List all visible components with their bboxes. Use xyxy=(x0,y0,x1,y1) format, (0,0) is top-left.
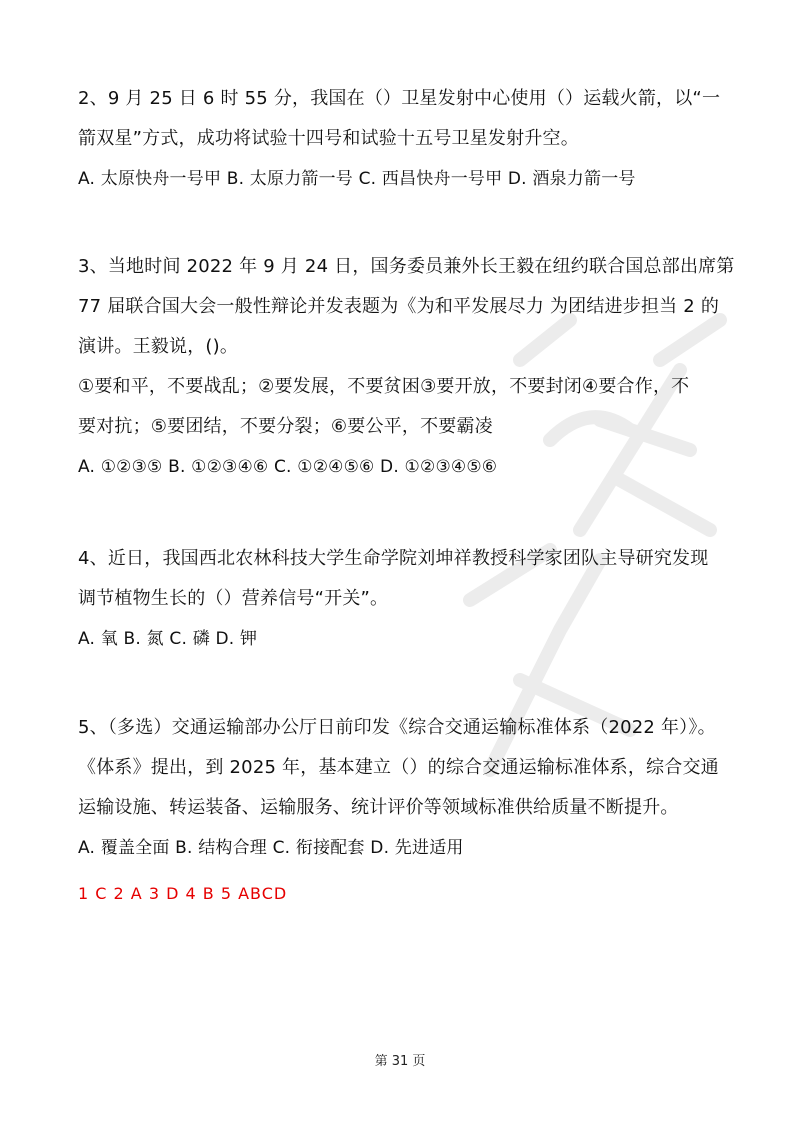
question-3-line-3: 演讲。王毅说，()。 xyxy=(78,336,239,357)
answer-key: 1 C 2 A 3 D 4 B 5 ABCD xyxy=(78,884,288,903)
question-3-options: A. ①②③⑤ B. ①②③④⑥ C. ①②④⑤⑥ D. ①②③④⑤⑥ xyxy=(78,457,498,477)
question-4-options: A. 氧 B. 氮 C. 磷 D. 钾 xyxy=(78,629,258,649)
question-5-line-3: 运输设施、转运装备、运输服务、统计评价等领域标准供给质量不断提升。 xyxy=(78,797,679,818)
question-3-line-4: ①要和平，不要战乱；②要发展，不要贫困③要开放，不要封闭④要合作，不 xyxy=(78,376,690,397)
question-4 xyxy=(78,539,728,659)
question-4-line-1: 4、近日，我国西北农林科技大学生命学院刘坤祥教授科学家团队主导研究发现 xyxy=(78,548,709,569)
page-number: 第 31 页 xyxy=(374,1054,426,1069)
question-3-line-2: 77 届联合国大会一般性辩论并发表题为《为和平发展尽力 为团结进步担当 2 的 xyxy=(78,296,720,317)
question-5 xyxy=(78,708,728,868)
question-2-line-1: 2、9 月 25 日 6 时 55 分，我国在（）卫星发射中心使用（）运载火箭，以“一 xyxy=(78,88,721,109)
question-2-line-2: 箭双星”方式，成功将试验十四号和试验十五号卫星发射升空。 xyxy=(78,128,579,149)
question-3-line-5: 要对抗；⑤要团结，不要分裂；⑥要公平，不要霸凌 xyxy=(78,416,493,437)
question-5-options: A. 覆盖全面 B. 结构合理 C. 衔接配套 D. 先进适用 xyxy=(78,838,464,858)
question-3-line-1: 3、当地时间 2022 年 9 月 24 日，国务委员兼外长王毅在纽约联合国总部出席第 xyxy=(78,256,735,277)
question-2-options: A. 太原快舟一号甲 B. 太原力箭一号 C. 西昌快舟一号甲 D. 酒泉力箭一号 xyxy=(78,169,636,189)
question-5-line-2: 《体系》提出，到 2025 年，基本建立（）的综合交通运输标准体系，综合交通 xyxy=(78,757,719,778)
question-2 xyxy=(78,79,728,199)
question-4-line-2: 调节植物生长的（）营养信号“开关”。 xyxy=(78,588,389,609)
question-3 xyxy=(78,247,735,487)
question-5-line-1: 5、（多选）交通运输部办公厅日前印发《综合交通运输标准体系（2022 年）》。 xyxy=(78,717,716,738)
